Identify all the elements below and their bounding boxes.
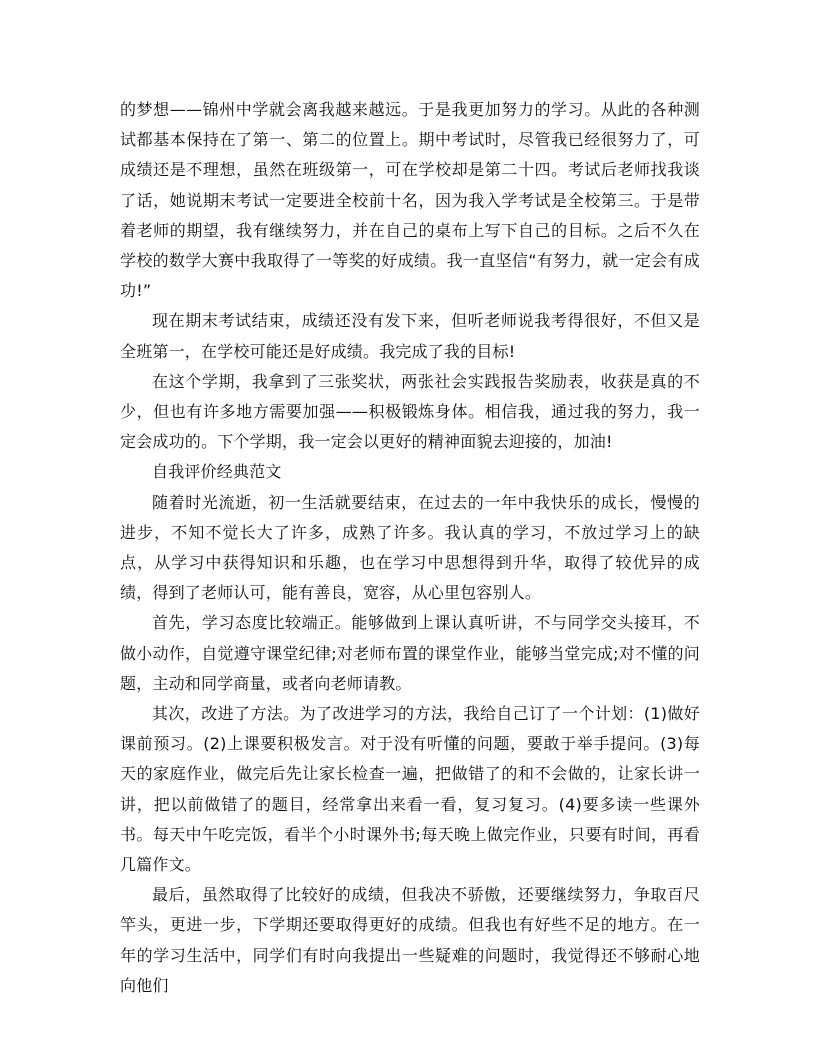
paragraph-method: 其次，改进了方法。为了改进学习的方法，我给自己订了一个计划：(1)做好课前预习。(2)上课要积极发言。对于没有听懂的问题，要敢于举手提问。(3)每天的家庭作业，做完后先让家长检查一遍，把做错了的和不会做的，让家长讲一讲，把以前做错了的题目，经常拿出来看一看，复习复习。(4)要多读一些课外书。每天中午吃完饭，看半个小时课外书;每天晚上做完作业，只要有时间，再看几篇作文。 [120,704,700,875]
paragraph-intro: 随着时光流逝，初一生活就要结束，在过去的一年中我快乐的成长，慢慢的进步，不知不觉长大了许多，成熟了许多。我认真的学习，不放过学习上的缺点，从学习中获得知识和乐趣，也在学习中思想得到升华，取得了较优异的成绩，得到了老师认可，能有善良，宽容，从心里包容别人。 [120,492,700,603]
body-text [120,95,700,1001]
paragraph-conclusion: 最后，虽然取得了比较好的成绩，但我决不骄傲，还要继续努力，争取百尺竿头，更进一步，下学期还要取得更好的成绩。但我也有好些不足的地方。在一年的学习生活中，同学们有时向我提出一些疑难的问题时，我觉得还不够耐心地向他们 [120,885,700,995]
paragraph-semester-summary: 在这个学期，我拿到了三张奖状，两张社会实践报告奖励表，收获是真的不少，但也有许多地方需要加强——积极锻炼身体。相信我，通过我的努力，我一定会成功的。下个学期，我一定会以更好的精神面貌去迎接的，加油! [120,371,700,452]
paragraph-continuation: 的梦想——锦州中学就会离我越来越远。于是我更加努力的学习。从此的各种测试都基本保持在了第一、第二的位置上。期中考试时，尽管我已经很努力了，可成绩还是不理想，虽然在班级第一，可在学校却是第二十四。考试后老师找我谈了话，她说期末考试一定要进全校前十名，因为我入学考试是全校第三。于是带着老师的期望，我有继续努力，并在自己的桌布上写下自己的目标。之后不久在学校的数学大赛中我取得了一等奖的好成绩。我一直坚信“有努力，就一定会有成功!” [120,100,700,301]
section-heading: 自我评价经典范文 [152,462,282,482]
paragraph-exam-result: 现在期末考试结束，成绩还没有发下来，但听老师说我考得很好，不但又是全班第一，在学校可能还是好成绩。我完成了我的目标! [120,311,700,361]
paragraph-attitude: 首先，学习态度比较端正。能够做到上课认真听讲，不与同学交头接耳，不做小动作，自觉遵守课堂纪律;对老师布置的课堂作业，能够当堂完成;对不懂的问题，主动和同学商量，或者向老师请教。 [120,613,700,693]
